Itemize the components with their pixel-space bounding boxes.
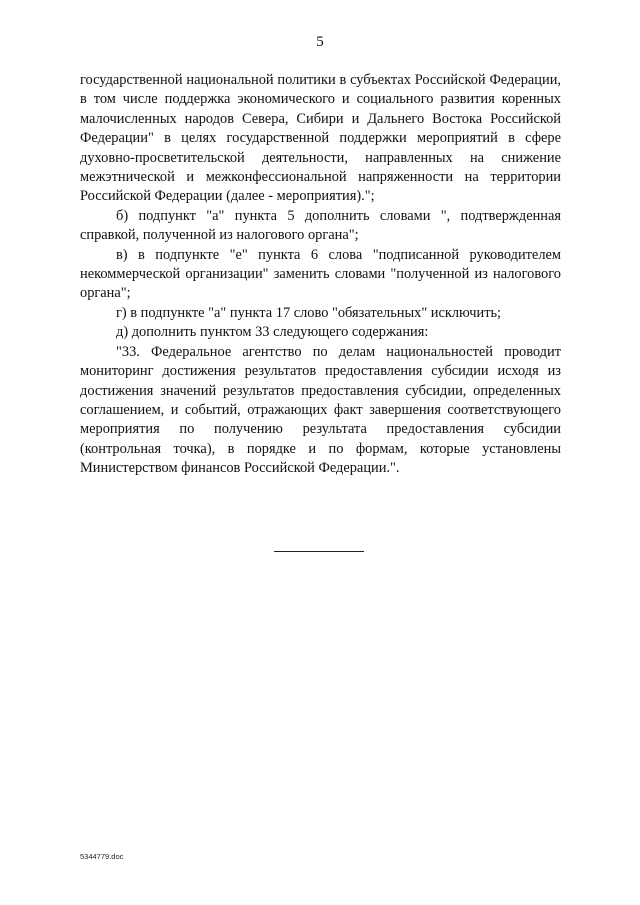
paragraph-continuation: государственной национальной политики в субъектах Российской Федерации, в том числе поддержка экономического и социального развития коренных малочисленных народов Севера, Сибири и Дальнего Востока Российской Федерации" в целях государственной поддержки мероприятий в сфере духовно-просветительской деятельности, направленных на снижение межэтнической и межконфессиональной напряженности на территории Российской Федерации (далее - мероприятия)."; [80, 72, 561, 205]
document-body [80, 71, 561, 479]
footer-filename: 5344779.doc [80, 852, 124, 861]
page-number: 5 [316, 34, 324, 50]
paragraph-item-d: д) дополнить пунктом 33 следующего содержания: [116, 324, 429, 341]
separator-line [274, 551, 364, 552]
paragraph-item-g: г) в подпункте "а" пункта 17 слово "обязательных" исключить; [116, 304, 502, 321]
paragraph-point-33: "33. Федеральное агентство по делам национальностей проводит мониторинг достижения результатов предоставления субсидии исходя из достижения значений результатов предоставления субсидии, определенных соглашением, и событий, отражающих факт завершения соответствующего мероприятия по получению результата предоставления субсидии (контрольная точка), в порядке и по формам, которые установлены Министерством финансов Российской Федерации.". [80, 343, 561, 477]
paragraph-item-b: б) подпункт "а" пункта 5 дополнить словами ", подтвержденная справкой, полученной из налогового органа"; [80, 207, 561, 244]
paragraph-item-v: в) в подпункте "е" пункта 6 слова "подписанной руководителем некоммерческой организации" заменить словами "полученной из налогового органа"; [80, 246, 561, 302]
